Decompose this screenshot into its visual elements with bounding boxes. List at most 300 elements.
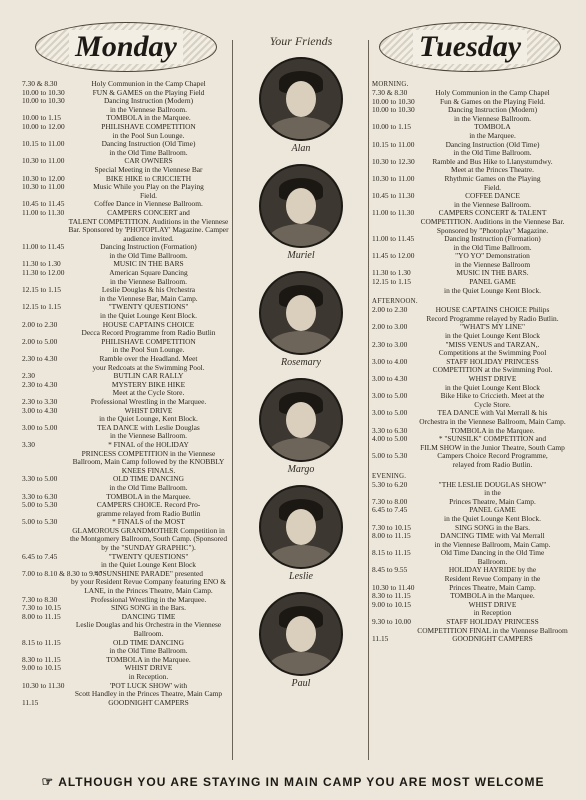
schedule-entry [372, 566, 568, 583]
entry-title: "WHAT'S MY LINE" [460, 322, 525, 332]
entry-time: 3.00 to 5.00 [22, 422, 58, 432]
entry-details [417, 392, 568, 409]
section-label: EVENING. [372, 472, 407, 480]
friend-photo [259, 271, 343, 355]
entry-subtitle: Special Meeting in the Viennese Bar [94, 164, 203, 174]
entry-details [417, 635, 568, 644]
entry-time: 8.15 to 11.15 [22, 637, 61, 647]
schedule-entry [22, 441, 230, 475]
entry-details [67, 140, 230, 157]
entry-time: 2.00 to 2.30 [22, 319, 58, 329]
entry-time: 8.30 to 11.15 [372, 591, 411, 601]
entry-title: TOMBOLA in the Marquee. [450, 591, 535, 601]
entry-title: Rhythmic Games on the Playing [444, 173, 541, 183]
entry-details [417, 306, 568, 323]
friend-name: Leslie [289, 571, 313, 582]
entry-details [67, 381, 230, 398]
entry-title: CAMPERS CONCERT and [107, 207, 190, 217]
entry-details [417, 106, 568, 123]
footer-banner [0, 774, 586, 790]
schedule-entry [22, 407, 230, 424]
entry-time: 11.30 to 1.30 [22, 259, 61, 269]
entry-title: HOUSE CAPTAINS CHOICE [102, 319, 195, 329]
entry-subtitle: in the Quiet Lounge Kent Block [444, 331, 541, 341]
schedule-entry [372, 549, 568, 566]
schedule-entry [22, 286, 230, 303]
entry-time: 7.00 to 8.10 & 8.30 to 9.40 [22, 568, 103, 578]
entry-title: SING SONG in the Bars. [455, 522, 530, 532]
entry-title: TOMBOLA in the Marquee. [106, 113, 191, 123]
entry-title: Professional Wrestling in the Marquee. [90, 594, 207, 604]
friends-column [236, 0, 366, 699]
entry-details [67, 183, 230, 200]
entry-time: 9.30 to 10.00 [372, 617, 412, 627]
section-label: AFTERNOON. [372, 298, 418, 306]
entry-title: TOMBOLA in the Marquee. [450, 425, 535, 435]
entry-subtitle: in the Viennese Ballroom. [109, 276, 187, 286]
entry-title: "TWENTY QUESTIONS" [108, 302, 189, 312]
entry-title: PANEL GAME [469, 505, 516, 515]
footer-text: ALTHOUGH YOU ARE STAYING IN MAIN CAMP YOU ARE MOST WELCOME [58, 775, 545, 789]
entry-details [417, 375, 568, 392]
entry-title: Leslie Douglas & his Orchestra [101, 285, 196, 295]
entry-details [67, 475, 230, 492]
entry-title: FUN & GAMES on the Playing Field [92, 87, 205, 97]
entry-time: 9.00 to 10.15 [372, 599, 412, 609]
schedule-entry [372, 106, 568, 123]
schedule-entry [372, 481, 568, 498]
entry-time: 8.45 to 9.55 [372, 565, 408, 575]
schedule-entry [22, 553, 230, 570]
entry-title: Dancing Instruction (Modern) [103, 96, 194, 106]
entry-title: WHIST DRIVE [124, 663, 173, 673]
entry-time: 3.30 to 6.30 [22, 491, 58, 501]
entry-title: "YO YO" Demonstration [455, 251, 530, 261]
entry-details [417, 601, 568, 618]
entry-time: 3.00 to 4.30 [22, 405, 58, 415]
schedule-entry [22, 639, 230, 656]
entry-time: 10.45 to 11.45 [22, 199, 65, 209]
entry-details [67, 613, 230, 639]
entry-time: 3.30 to 6.30 [372, 425, 408, 435]
monday-column [22, 0, 230, 707]
entry-details [417, 209, 568, 235]
entry-title: TOMBOLA [474, 122, 511, 132]
entry-details [67, 97, 230, 114]
entry-time: 10.00 to 10.30 [372, 105, 415, 115]
entry-time: 10.00 to 10.30 [372, 96, 415, 106]
schedule-entry [372, 506, 568, 523]
schedule-entry [22, 269, 230, 286]
entry-subtitle: in the Quiet Lounge, Kent Block. [99, 414, 198, 424]
entry-subtitle: in the Viennese Ballroom [454, 259, 531, 269]
friend-photo [259, 164, 343, 248]
entry-title: * FINALS of the MOST [112, 517, 185, 527]
monday-events [22, 80, 230, 707]
entry-time: 12.15 to 1.15 [22, 302, 62, 312]
entry-details [67, 518, 230, 552]
entry-title: Professional Wrestling in the Marquee. [90, 396, 207, 406]
entry-details [67, 570, 230, 596]
entry-time: 7.30 to 8.30 [22, 594, 58, 604]
entry-time: 11.00 to 11.30 [372, 208, 415, 218]
schedule-entry [372, 532, 568, 549]
entry-time: 2.00 to 2.30 [372, 305, 408, 315]
schedule-entry [22, 682, 230, 699]
entry-details [417, 452, 568, 469]
entry-subtitle: in the Old Time Ballroom. [453, 242, 532, 252]
entry-details [67, 286, 230, 303]
entry-time: 7.30 & 8.30 [22, 79, 58, 88]
friend-name: Margo [287, 464, 315, 475]
entry-title: Holy Communion in the Camp Chapel [91, 79, 206, 88]
friend-card [236, 378, 366, 475]
entry-title: PHILISHAVE COMPETITION [101, 121, 196, 131]
entry-subtitle: COMPETITION at the Swimming Pool. [432, 365, 553, 375]
entry-time: 5.00 to 5.30 [22, 517, 58, 527]
entry-details [67, 407, 230, 424]
entry-title: PHILISHAVE COMPETITION [101, 336, 196, 346]
friend-card [236, 271, 366, 368]
entry-time: 6.45 to 7.45 [22, 551, 58, 561]
entry-subtitle: by your Resident Revue Company featuring ENO & LANE, in the Princes Theatre, Main Camp. [71, 577, 226, 596]
entry-time: 10.30 to 11.40 [372, 582, 415, 592]
entry-time: 10.30 to 12.30 [372, 156, 415, 166]
entry-subtitle: gramme relayed from Radio Butlin [96, 508, 201, 518]
entry-time: 5.00 to 5.30 [372, 451, 408, 461]
entry-details [67, 338, 230, 355]
entry-details [417, 278, 568, 295]
entry-subtitle: in the Quiet Lounge Kent Block. [100, 311, 197, 321]
schedule-entry [372, 358, 568, 375]
entry-subtitle: in the Pool Sun Lounge. [112, 345, 185, 355]
entry-subtitle: in the Quiet Lounge Kent Block [100, 560, 197, 570]
schedule-entry [22, 209, 230, 243]
entry-title: Music While you Play on the Playing [93, 182, 204, 192]
entry-title: Princes Theatre, Main Camp. [449, 496, 536, 506]
entry-details [417, 341, 568, 358]
entry-time: 4.00 to 5.00 [372, 434, 408, 444]
tuesday-banner [379, 22, 561, 72]
entry-time: 3.30 to 5.00 [22, 474, 58, 484]
entry-subtitle: COMPETITION FINAL in the Viennese Ballroom [417, 625, 568, 635]
friend-card [236, 164, 366, 261]
schedule-entry [22, 123, 230, 140]
entry-title: TOMBOLA in the Marquee. [106, 654, 191, 664]
entry-details [417, 158, 568, 175]
entry-title: OLD TIME DANCING [113, 474, 184, 484]
entry-details [67, 424, 230, 441]
entry-title: BUTLIN CAR RALLY [113, 371, 184, 381]
schedule-entry [372, 341, 568, 358]
entry-time: 12.15 to 1.15 [22, 285, 62, 295]
entry-title: DANCING TIME [121, 611, 176, 621]
entry-details [67, 682, 230, 699]
entry-title: Princes Theatre, Main Camp. [449, 582, 536, 592]
schedule-entry [372, 618, 568, 635]
schedule-entry [372, 123, 568, 140]
entry-title: GOODNIGHT CAMPERS [452, 634, 533, 644]
entry-details [67, 157, 230, 174]
entry-subtitle: Field. [139, 190, 158, 200]
entry-subtitle: FILM SHOW in the Junior Theatre, South Camp [420, 442, 565, 452]
entry-subtitle: Competitions at the Swimming Pool [438, 348, 547, 358]
entry-title: * "SUNSILK" COMPETITION and [438, 434, 547, 444]
entry-title: TEA DANCE with Val Merrall & his [437, 408, 548, 418]
entry-subtitle: in the Old Time Ballroom. [109, 147, 188, 157]
entry-time: 7.30 to 10.15 [22, 603, 62, 613]
friend-photo [259, 592, 343, 676]
schedule-entry [372, 306, 568, 323]
entry-subtitle: in the Viennese Ballroom. [453, 113, 531, 123]
entry-subtitle: in the Pool Sun Lounge. [112, 130, 185, 140]
schedule-entry [22, 355, 230, 372]
entry-details [67, 355, 230, 372]
friend-photo [259, 485, 343, 569]
entry-subtitle: in the [484, 488, 501, 498]
entry-subtitle: in the Viennese Ballroom. [109, 104, 187, 114]
schedule-entry [372, 375, 568, 392]
schedule-entry [22, 157, 230, 174]
schedule-entry [22, 303, 230, 320]
tuesday-events [372, 80, 568, 644]
pointing-hand-icon: ☞ [41, 774, 55, 789]
entry-time: 11.15 [372, 634, 389, 644]
schedule-entry [372, 158, 568, 175]
friend-card [236, 592, 366, 689]
entry-details [417, 481, 568, 498]
entry-title: "TWENTY QUESTIONS" [108, 551, 189, 561]
entry-time: 10.00 to 12.00 [22, 121, 65, 131]
entry-subtitle: in the Viennese Ballroom, Main Camp. [434, 539, 551, 549]
entry-time: 11.15 [22, 697, 39, 707]
entry-time: 10.30 to 11.00 [372, 173, 415, 183]
entry-time: 11.45 to 12.00 [372, 251, 415, 261]
entry-title: TEA DANCE with Leslie Douglas [97, 422, 200, 432]
entry-subtitle: in the Old Time Ballroom. [109, 250, 188, 260]
friend-name: Muriel [287, 250, 315, 261]
entry-title: OLD TIME DANCING [113, 637, 184, 647]
friends-title: Your Friends [269, 34, 333, 48]
schedule-entry [22, 381, 230, 398]
section-label: MORNING. [372, 81, 409, 88]
entry-time: 7.30 to 10.15 [372, 522, 412, 532]
friend-photo [259, 57, 343, 141]
entry-details [417, 409, 568, 426]
entry-time: 7.30 & 8.30 [372, 88, 408, 97]
entry-time: 2.30 to 3.00 [372, 339, 408, 349]
entry-title: HOUSE CAPTAINS CHOICE Philips [435, 305, 550, 315]
entry-time: 10.00 to 10.30 [22, 87, 65, 97]
entry-details [67, 303, 230, 320]
entry-subtitle: Meet at the Princes Theatre. [451, 165, 534, 175]
entry-subtitle: Leslie Douglas and his Orchestra in the Viennese Ballroom. [75, 620, 222, 638]
schedule-entry [22, 664, 230, 681]
schedule-entry [22, 424, 230, 441]
entry-details [417, 141, 568, 158]
entry-title: STAFF HOLIDAY PRINCESS [446, 617, 539, 627]
entry-subtitle: Orchestra in the Viennese Ballroom, Main Camp. [419, 416, 566, 426]
entry-subtitle: in the Viennese Ballroom. [109, 431, 187, 441]
entry-subtitle: Cycle Store. [474, 399, 511, 409]
entry-details [417, 252, 568, 269]
schedule-entry [372, 209, 568, 235]
monday-title: Monday [69, 30, 183, 64]
entry-details [67, 123, 230, 140]
entry-title: * FINAL of the HOLIDAY [108, 439, 189, 449]
entry-title: MUSIC IN THE BARS. [456, 268, 529, 278]
entry-subtitle: Scott Handley in the Princes Theatre, Main Camp [74, 689, 223, 699]
entry-details [417, 323, 568, 340]
friend-card [236, 485, 366, 582]
entry-subtitle: PRINCESS COMPETITION in the Viennese Ballroom, Main Camp followed by the KNOBBLY KNEES FINALS. [72, 448, 225, 475]
entry-time: 2.30 to 4.30 [22, 354, 58, 363]
schedule-entry [372, 323, 568, 340]
friend-name: Alan [291, 143, 311, 154]
friends-list [236, 57, 366, 689]
entry-time: 9.00 to 10.15 [22, 663, 62, 673]
schedule-entry [22, 338, 230, 355]
entry-title: Dancing Instruction (Old Time) [101, 139, 196, 149]
schedule-entry [372, 452, 568, 469]
entry-time: 5.30 to 6.20 [372, 479, 408, 489]
entry-time: 3.00 to 4.30 [372, 374, 408, 383]
entry-subtitle: TALENT COMPETITION. Auditions in the Viennese Bar. Sponsored by 'PHOTOPLAY' Magazine. Camper audience invited. [68, 216, 229, 243]
schedule-entry [22, 518, 230, 552]
entry-time: 2.30 to 3.30 [22, 396, 58, 406]
tuesday-column [372, 0, 568, 644]
entry-details [67, 321, 230, 338]
entry-details [417, 235, 568, 252]
entry-time: 3.00 to 5.00 [372, 408, 408, 418]
friend-photo [259, 378, 343, 462]
entry-details [417, 532, 568, 549]
entry-subtitle: in the Old Time Ballroom. [109, 646, 188, 656]
entry-title: COFFEE DANCE [465, 191, 520, 201]
entry-title: Dancing Instruction (Old Time) [445, 139, 540, 149]
entry-time: 2.30 [22, 371, 35, 381]
entry-title: MYSTERY BIKE HIKE [111, 379, 186, 389]
entry-title: American Square Dancing [109, 268, 188, 278]
schedule-entry [372, 392, 568, 409]
entry-title: WHIST DRIVE [468, 599, 517, 609]
entry-subtitle: in the Quiet Lounge Kent Block. [444, 285, 541, 295]
entry-title: Old Time Dancing in the Old Time [440, 548, 545, 558]
entry-time: 11.30 to 12.00 [22, 268, 65, 278]
schedule-entry [22, 570, 230, 596]
entry-subtitle: in Reception. [128, 671, 169, 681]
entry-title: Campers Choice Record Programme, [437, 451, 548, 461]
entry-subtitle: in the Viennese Ballroom. [453, 199, 531, 209]
entry-title: WHIST DRIVE [124, 405, 173, 415]
entry-time: 11.00 to 11.45 [372, 234, 415, 244]
monday-banner [35, 22, 217, 72]
entry-title: PANEL GAME [469, 277, 516, 287]
schedule-entry [22, 183, 230, 200]
entry-title: Holy Communion in the Camp Chapel [435, 88, 550, 97]
entry-time: 3.00 to 5.00 [372, 391, 408, 401]
entry-time: 12.15 to 1.15 [372, 277, 412, 287]
entry-title: Ramble and Bus Hike to Llanystumdwy. [432, 156, 553, 166]
entry-title: Dancing Instruction (Formation) [100, 242, 197, 252]
schedule-entry [22, 321, 230, 338]
entry-title: 'POT LUCK SHOW' with [109, 680, 188, 690]
column-divider-left [232, 40, 233, 760]
entry-title: MUSIC IN THE BARS [113, 259, 184, 269]
entry-subtitle: in the Old Time Ballroom. [453, 148, 532, 158]
entry-subtitle: Record Programme relayed by Radio Butlin. [426, 313, 559, 323]
entry-time: 2.00 to 5.00 [22, 336, 58, 346]
entry-subtitle: in Reception [473, 608, 512, 618]
entry-time: 10.00 to 1.15 [372, 122, 412, 132]
entry-details [67, 441, 230, 475]
entry-details [67, 699, 230, 708]
entry-time: 6.45 to 7.45 [372, 505, 408, 515]
entry-time: 8.00 to 11.15 [372, 531, 411, 541]
schedule-entry [22, 613, 230, 639]
entry-title: WHIST DRIVE [468, 374, 517, 383]
entry-time: 11.30 to 1.30 [372, 268, 411, 278]
entry-time: 8.30 to 11.15 [22, 654, 61, 664]
entry-subtitle: GLAMOROUS GRANDMOTHER Competition in the Montgomery Ballroom, South Camp. (Sponsored by the "SUNDAY GRAPHIC"). [69, 525, 228, 553]
schedule-entry [22, 243, 230, 260]
schedule-entry [372, 175, 568, 192]
entry-details [417, 435, 568, 452]
entry-title: TOMBOLA in the Marquee. [106, 491, 191, 501]
entry-time: 3.00 to 4.00 [372, 356, 408, 366]
schedule-entry [372, 235, 568, 252]
schedule-entry [22, 501, 230, 518]
entry-time: 2.30 to 4.30 [22, 379, 58, 389]
entry-details [67, 209, 230, 243]
entry-subtitle: Field. [483, 182, 502, 192]
entry-time: 3.30 [22, 439, 35, 449]
entry-subtitle: in the Quiet Lounge Kent Block [444, 382, 541, 392]
entry-time: 10.15 to 11.00 [22, 139, 65, 149]
schedule-entry [22, 699, 230, 708]
entry-time: 10.00 to 10.30 [22, 96, 65, 106]
entry-subtitle: Ballroom. [477, 556, 508, 566]
schedule-entry [372, 192, 568, 209]
entry-details [417, 192, 568, 209]
entry-details [417, 358, 568, 375]
friend-card [236, 57, 366, 154]
friend-name: Rosemary [281, 357, 321, 368]
schedule-entry [22, 475, 230, 492]
entry-title: STAFF HOLIDAY PRINCESS [446, 356, 539, 366]
schedule-entry [22, 140, 230, 157]
entry-title: SING SONG in the Bars. [111, 603, 186, 613]
entry-subtitle: Resident Revue Company in the [444, 574, 541, 584]
entry-details [67, 664, 230, 681]
entry-subtitle: in the Quiet Lounge Kent Block. [444, 513, 541, 523]
entry-title: "THE LESLIE DOUGLAS SHOW" [438, 479, 547, 489]
entry-time: 11.00 to 11.45 [22, 242, 65, 252]
entry-time: 10.30 to 11.00 [22, 182, 65, 192]
entry-time: 10.45 to 11.30 [372, 191, 415, 201]
schedule-entry [372, 141, 568, 158]
entry-title: CAR OWNERS [124, 156, 173, 166]
entry-details [417, 549, 568, 566]
entry-details [417, 618, 568, 635]
entry-time: 10.00 to 1.15 [22, 113, 62, 123]
entry-title: BIKE HIKE to CRICCIETH [105, 173, 192, 183]
schedule-entry [372, 409, 568, 426]
entry-time: 11.00 to 11.30 [22, 207, 65, 217]
schedule-entry [372, 435, 568, 452]
tuesday-title: Tuesday [413, 30, 527, 64]
entry-subtitle: Meet at the Cycle Store. [112, 388, 185, 398]
